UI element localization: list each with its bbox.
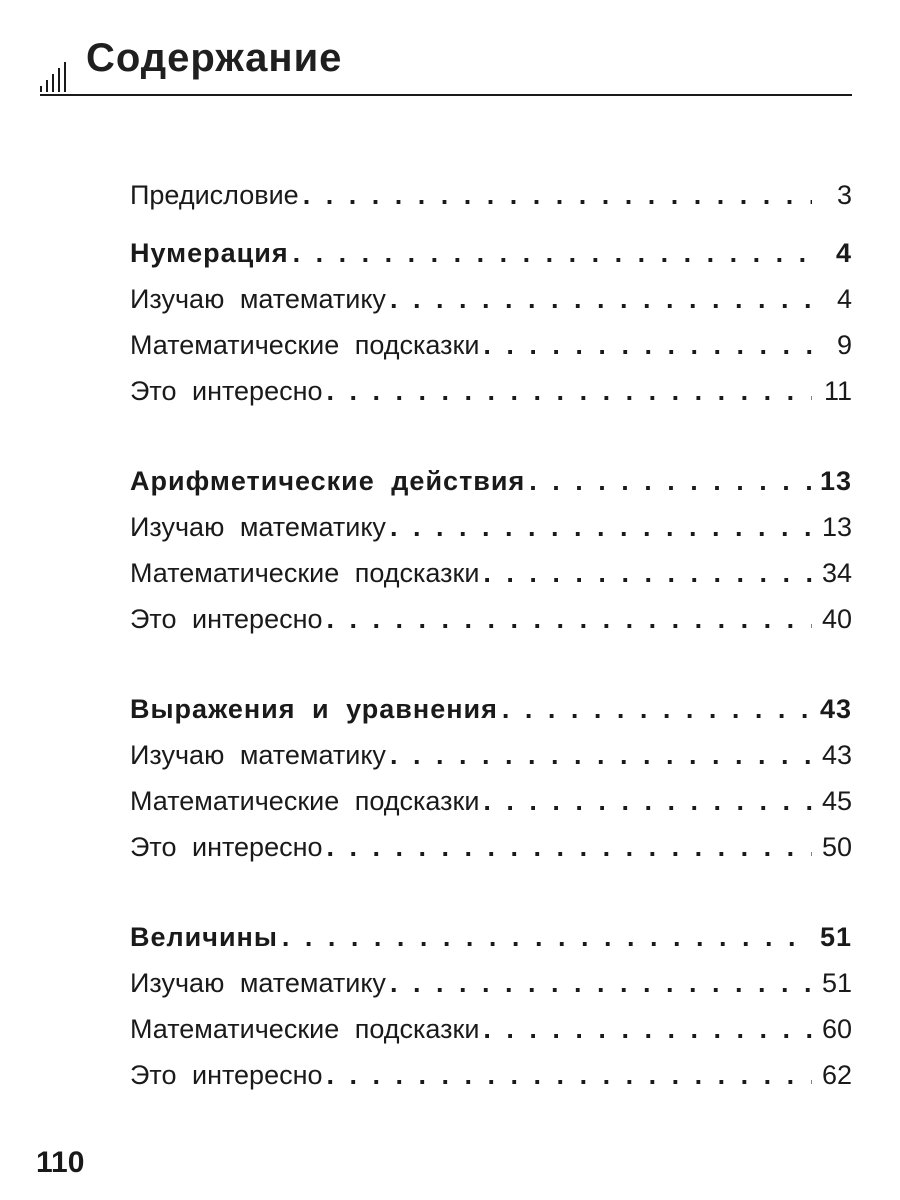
toc-entry[interactable] [130, 284, 852, 330]
toc-entry-label: Предисловие [130, 180, 299, 210]
dot-leader [390, 512, 812, 543]
title-divider [40, 94, 852, 96]
page-title: Содержание [86, 36, 343, 80]
toc-entry[interactable] [130, 330, 852, 376]
toc-section-heading[interactable] [130, 238, 852, 284]
toc-section-heading[interactable] [130, 466, 852, 512]
dot-leader [293, 238, 812, 269]
dot-leader [390, 968, 812, 999]
dot-leader [483, 1014, 812, 1045]
toc-entry[interactable] [130, 968, 852, 1014]
dot-leader [390, 740, 812, 771]
page-number: 110 [36, 1146, 85, 1179]
toc-section-heading[interactable] [130, 694, 852, 740]
toc-entry[interactable] [130, 376, 852, 422]
toc-entry[interactable] [130, 604, 852, 650]
toc-entry[interactable] [130, 832, 852, 878]
toc-entry[interactable] [130, 512, 852, 558]
toc-section-heading[interactable] [130, 922, 852, 968]
section-spacer [130, 650, 852, 694]
dot-leader [327, 832, 812, 863]
toc-entry-page: 34 [821, 558, 852, 588]
toc-entry-page: 43 [819, 694, 852, 724]
toc-entry[interactable] [130, 1060, 852, 1106]
dot-leader [483, 330, 812, 361]
dot-leader [483, 786, 812, 817]
toc-entry-page: 13 [821, 512, 852, 542]
dot-leader [390, 284, 812, 315]
toc-entry-label: Это интересно [130, 1060, 323, 1090]
toc-entry-label: Изучаю математику [130, 968, 386, 998]
toc-entry-label: Математические подсказки [130, 558, 480, 588]
toc-entry-page: 45 [821, 786, 852, 816]
toc-entry-label: Математические подсказки [130, 330, 480, 360]
dot-leader [327, 376, 812, 407]
toc-entry[interactable] [130, 558, 852, 604]
toc-entry-label: Арифметические действия [130, 466, 526, 496]
toc-entry[interactable] [130, 1014, 852, 1060]
toc-entry-label: Изучаю математику [130, 284, 386, 314]
table-of-contents [130, 180, 852, 1106]
toc-entry-page: 3 [836, 180, 852, 210]
toc-entry-label: Изучаю математику [130, 512, 386, 542]
toc-entry-label: Выражения и уравнения [130, 694, 498, 724]
toc-entry-page: 9 [836, 330, 852, 360]
toc-entry-page: 40 [821, 604, 852, 634]
toc-entry-page: 50 [821, 832, 852, 862]
page-header [40, 36, 852, 96]
toc-entry-page: 60 [821, 1014, 852, 1044]
section-spacer [130, 422, 852, 466]
toc-entry-label: Это интересно [130, 376, 323, 406]
section-spacer [130, 878, 852, 922]
section-spacer [130, 226, 852, 238]
dot-leader [529, 466, 812, 497]
toc-entry-label: Математические подсказки [130, 786, 480, 816]
toc-entry-label: Изучаю математику [130, 740, 386, 770]
toc-entry-page: 13 [819, 466, 852, 496]
toc-entry[interactable] [130, 180, 852, 226]
toc-entry-label: Величины [130, 922, 278, 952]
toc-entry-page: 51 [821, 968, 852, 998]
dot-leader [502, 694, 812, 725]
toc-entry[interactable] [130, 740, 852, 786]
toc-entry-page: 4 [835, 238, 852, 268]
toc-entry-page: 43 [821, 740, 852, 770]
toc-entry-page: 62 [821, 1060, 852, 1090]
dot-leader [327, 604, 812, 635]
toc-entry-label: Нумерация [130, 238, 289, 268]
toc-entry-label: Это интересно [130, 604, 323, 634]
toc-entry-label: Математические подсказки [130, 1014, 480, 1044]
toc-entry-page: 51 [819, 922, 852, 952]
dot-leader [483, 558, 812, 589]
signal-bars-icon [40, 52, 80, 92]
dot-leader [327, 1060, 812, 1091]
toc-entry-page: 4 [836, 284, 852, 314]
toc-entry[interactable] [130, 786, 852, 832]
toc-entry-label: Это интересно [130, 832, 323, 862]
dot-leader [303, 180, 812, 211]
toc-entry-page: 11 [823, 376, 852, 406]
dot-leader [282, 922, 812, 953]
